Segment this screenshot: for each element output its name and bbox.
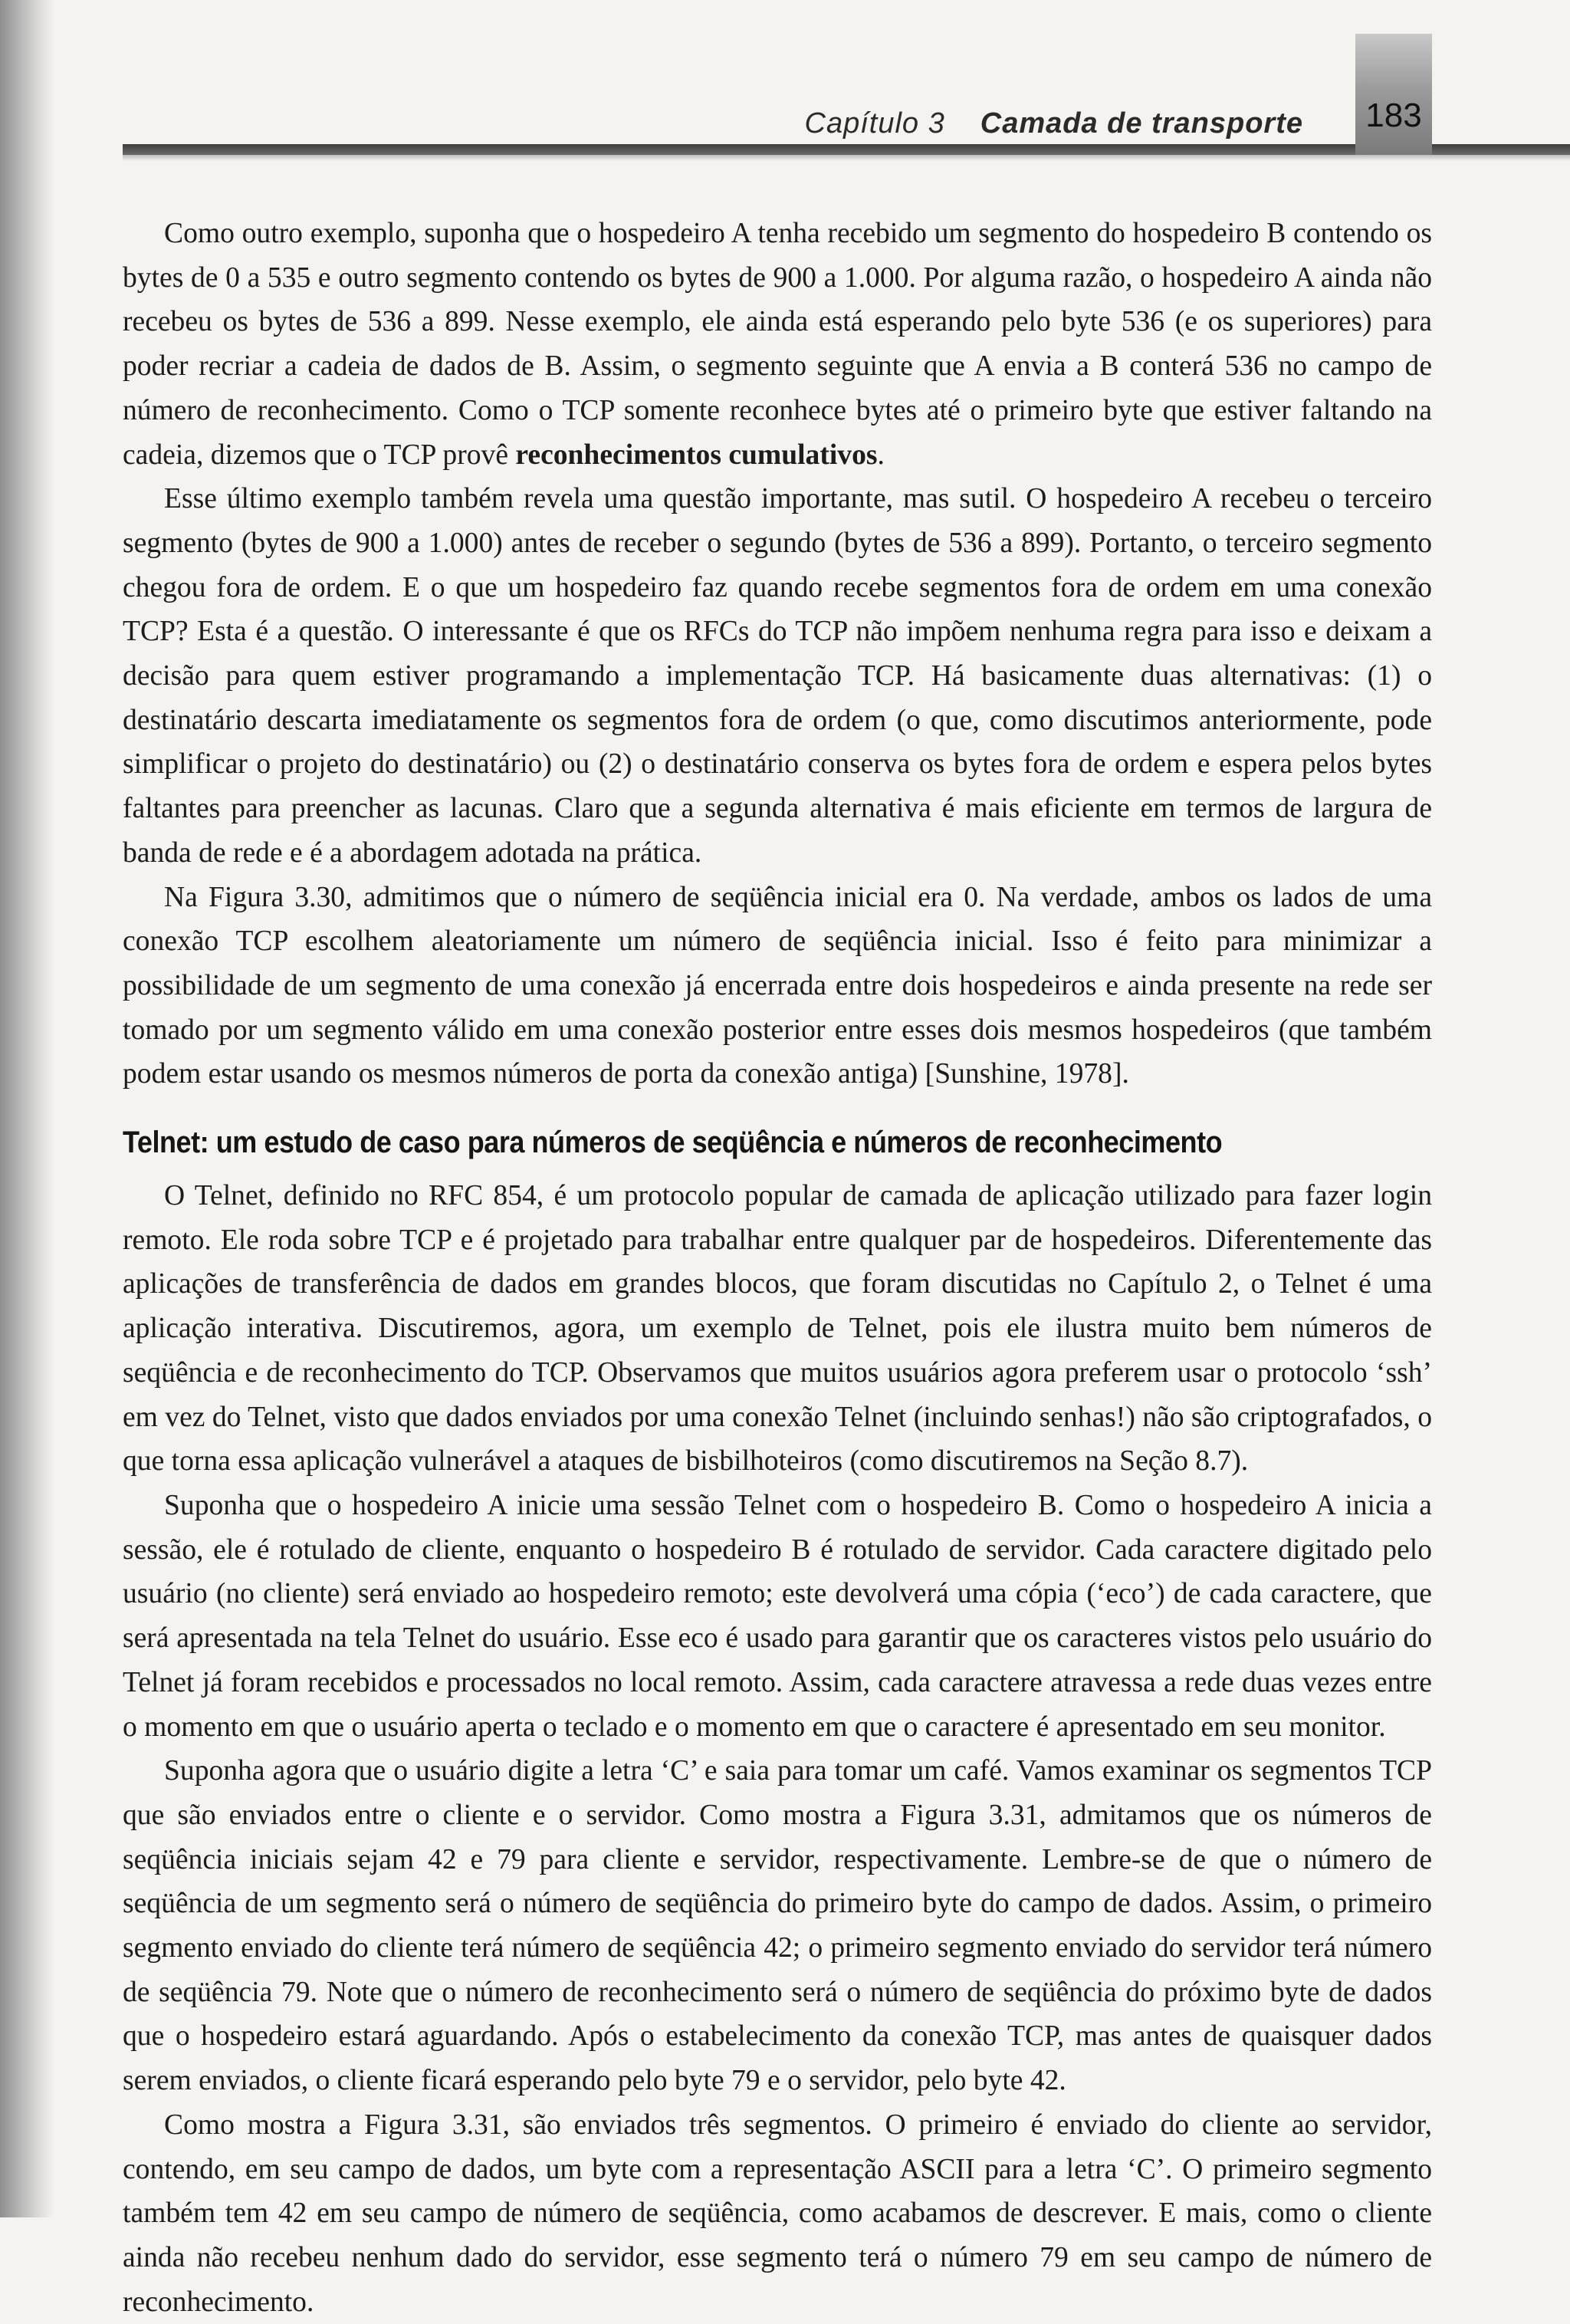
running-head <box>767 107 1303 140</box>
paragraph: Suponha que o hospedeiro A inicie uma sessão Telnet com o hospedeiro B. Como o hospedeiro A inicia a sessão, ele é rotulado de cliente, enquanto o hospedeiro B é rotulado de servidor. Cada caractere digitado pelo usuário (no cliente) será enviado ao hospedeiro remoto; este devolverá uma cópia (‘eco’) de cada caractere, que será apresentada na tela Telnet do usuário. Esse eco é usado para garantir que os caracteres vistos pelo usuário do Telnet já foram recebidos e processados no local remoto. Assim, cada caractere atravessa a rede duas vezes entre o momento em que o usuário aperta o teclado e o momento em que o caractere é apresentado em seu monitor. <box>123 1489 1432 1743</box>
paragraph <box>123 212 1432 477</box>
paragraph: Na Figura 3.30, admitimos que o número de seqüência inicial era 0. Na verdade, ambos os lados de uma conexão TCP escolhem aleatoriamente um número de seqüência inicial. Isso é feito para minimizar a possibilidade de um segmento de uma conexão já encerrada entre dois hospedeiros e ainda presente na rede ser tomado por um segmento válido em uma conexão posterior entre esses dois mesmos hospedeiros (que também podem estar usando os mesmos números de porta da conexão antiga) [Sunshine, 1978]. <box>123 881 1432 1090</box>
chapter-label: Capítulo 3 <box>804 107 945 140</box>
page-number: 183 <box>1365 97 1422 134</box>
section-heading: Telnet: um estudo de caso para números de seqüência e números de reconhecimento <box>123 1126 1223 1160</box>
paragraph: O Telnet, definido no RFC 854, é um protocolo popular de camada de aplicação utilizado para fazer login remoto. Ele roda sobre TCP e é projetado para trabalhar entre qualquer par de hospedeiros. Diferentemente das aplicações de transferência de dados em grandes blocos, que foram discutidas no Capítulo 2, o Telnet é uma aplicação interativa. Discutiremos, agora, um exemplo de Telnet, pois ele ilustra muito bem números de seqüência e de reconhecimento do TCP. Observamos que muitos usuários agora preferem usar o protocolo ‘ssh’ em vez do Telnet, visto que dados enviados por uma conexão Telnet (incluindo senhas!) não são criptografados, o que torna essa aplicação vulnerável a ataques de bisbilhoteiros (como discutiremos na Seção 8.7). <box>123 1180 1432 1478</box>
header-rule <box>123 144 1570 155</box>
paragraph: Esse último exemplo também revela uma questão importante, mas sutil. O hospedeiro A recebeu o terceiro segmento (bytes de 900 a 1.000) antes de receber o segundo (bytes de 536 a 899). Portanto, o terceiro segmento chegou fora de ordem. E o que um hospedeiro faz quando recebe segmentos fora de ordem em uma conexão TCP? Esta é a questão. O interessante é que os RFCs do TCP não impõem nenhuma regra para isso e deixam a decisão para quem estiver programando a implementação TCP. Há basicamente duas alternativas: (1) o destinatário descarta imediatamente os segmentos fora de ordem (o que, como discutimos anteriormente, pode simplificar o projeto do destinatário) ou (2) o destinatário conserva os bytes fora de ordem e espera pelos bytes faltantes para preencher as lacunas. Claro que a segunda alternativa é mais eficiente em termos de largura de banda de rede e é a abordagem adotada na prática. <box>123 483 1432 869</box>
paragraph-end: . <box>877 439 885 471</box>
paragraph: Como mostra a Figura 3.31, são enviados três segmentos. O primeiro é enviado do cliente ao servidor, contendo, em seu campo de dados, um byte com a representação ASCII para a letra ‘C’. O primeiro segmento também tem 42 em seu campo de número de seqüência, como acabamos de descrever. E mais, como o cliente ainda não recebeu nenhum dado do servidor, esse segmento terá o número 79 em seu campo de número de reconhecimento. <box>123 2109 1432 2318</box>
section-label: Camada de transporte <box>980 107 1303 140</box>
paragraph: Suponha agora que o usuário digite a letra ‘C’ e saia para tomar um café. Vamos examinar os segmentos TCP que são enviados entre o cliente e o servidor. Como mostra a Figura 3.31, admitamos que os números de seqüência iniciais sejam 42 e 79 para cliente e servidor, respectivamente. Lembre-se de que o número de seqüência de um segmento será o número de seqüência do primeiro byte do campo de dados. Assim, o primeiro segmento enviado do cliente terá número de seqüência 42; o primeiro segmento enviado do servidor terá número de seqüência 79. Note que o número de reconhecimento será o número de seqüência do próximo byte de dados que o hospedeiro estará aguardando. Após o estabelecimento da conexão TCP, mas antes de quaisquer dados serem enviados, o cliente ficará esperando pelo byte 79 e o servidor, pelo byte 42. <box>123 1755 1432 2097</box>
bold-term: reconhecimentos cumulativos <box>515 439 878 471</box>
binding-shadow <box>0 0 54 2217</box>
page-number-tab <box>1355 34 1432 155</box>
paragraph-text: Como outro exemplo, suponha que o hospedeiro A tenha recebido um segmento do hospedeiro B contendo os bytes de 0 a 535 e outro segmento contendo os bytes de 900 a 1.000. Por alguma razão, o hospedeiro A ainda não recebeu os bytes de 536 a 899. Nesse exemplo, ele ainda está esperando pelo byte 536 (e os superiores) para poder recriar a cadeia de dados de B. Assim, o segmento seguinte que A envia a B conterá 536 no campo de número de reconhecimento. Como o TCP somente reconhece bytes até o primeiro byte que estiver faltando na cadeia, dizemos que o TCP provê <box>123 218 1432 471</box>
page-body <box>123 212 1432 2324</box>
